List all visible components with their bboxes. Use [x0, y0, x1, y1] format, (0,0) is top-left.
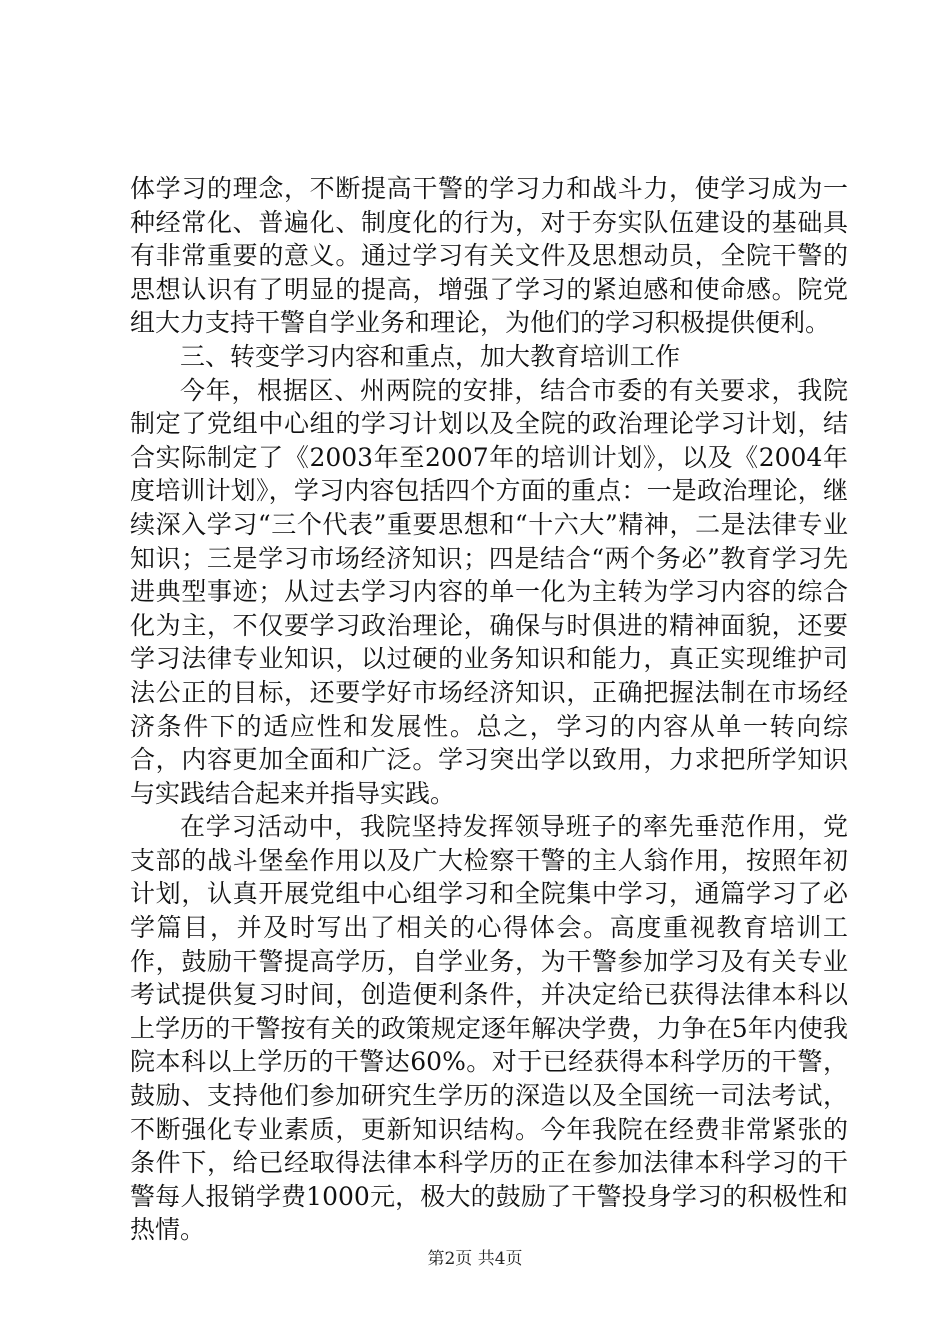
page-number: 第2页 共4页 [427, 1249, 523, 1269]
paragraph-study-plan: 今年，根据区、州两院的安排，结合市委的有关要求，我院制定了党组中心组的学习计划以及全院的政治理论学习计划，结合实际制定了《2003年至2007年的培训计划》，以及《2004年度培训计划》，学习内容包括四个方面的重点：一是政治理论，继续深入学习“三个代表”重要思想和“十六大”精神，二是法律专业知识；三是学习市场经济知识；四是结合“两个务必”教育学习先进典型事迹；从过去学习内容的单一化为主转为学习内容的综合化为主，不仅要学习政治理论，确保与时俱进的精神面貌，还要学习法律专业知识，以过硬的业务知识和能力，真正实现维护司法公正的目标，还要学好市场经济知识，正确把握法制在市场经济条件下的适应性和发展性。总之，学习的内容从单一转向综合，内容更加全面和广泛。学习突出学以致用，力求把所学知识与实践结合起来并指导实践。 [130, 375, 848, 808]
paragraph-study-activities: 在学习活动中，我院坚持发挥领导班子的率先垂范作用，党支部的战斗堡垒作用以及广大检察干警的主人翁作用，按照年初计划，认真开展党组中心组学习和全院集中学习，通篇学习了必学篇目，并及时写出了相关的心得体会。高度重视教育培训工作，鼓励干警提高学历，自学业务，为干警参加学习及有关专业考试提供复习时间，创造便利条件，并决定给已获得法律本科以上学历的干警按有关的政策规定逐年解决学费，力争在5年内使我院本科以上学历的干警达60%。对于已经获得本科学历的干警，鼓励、支持他们参加研究生学历的深造以及全国统一司法考试，不断强化专业素质，更新知识结构。今年我院在经费非常紧张的条件下，给已经取得法律本科学历的正在参加法律本科学习的干警每人报销学费1000元，极大的鼓励了干警投身学习的积极性和热情。 [130, 812, 848, 1245]
paragraph-continuation: 体学习的理念，不断提高干警的学习力和战斗力，使学习成为一种经常化、普遍化、制度化的行为，对于夯实队伍建设的基础具有非常重要的意义。通过学习有关文件及思想动员，全院干警的思想认识有了明显的提高，增强了学习的紧迫感和使命感。院党组大力支持干警自学业务和理论，为他们的学习积极提供便利。 [130, 174, 848, 338]
document-body [130, 172, 848, 1247]
section-heading: 三、转变学习内容和重点，加大教育培训工作 [180, 341, 681, 371]
